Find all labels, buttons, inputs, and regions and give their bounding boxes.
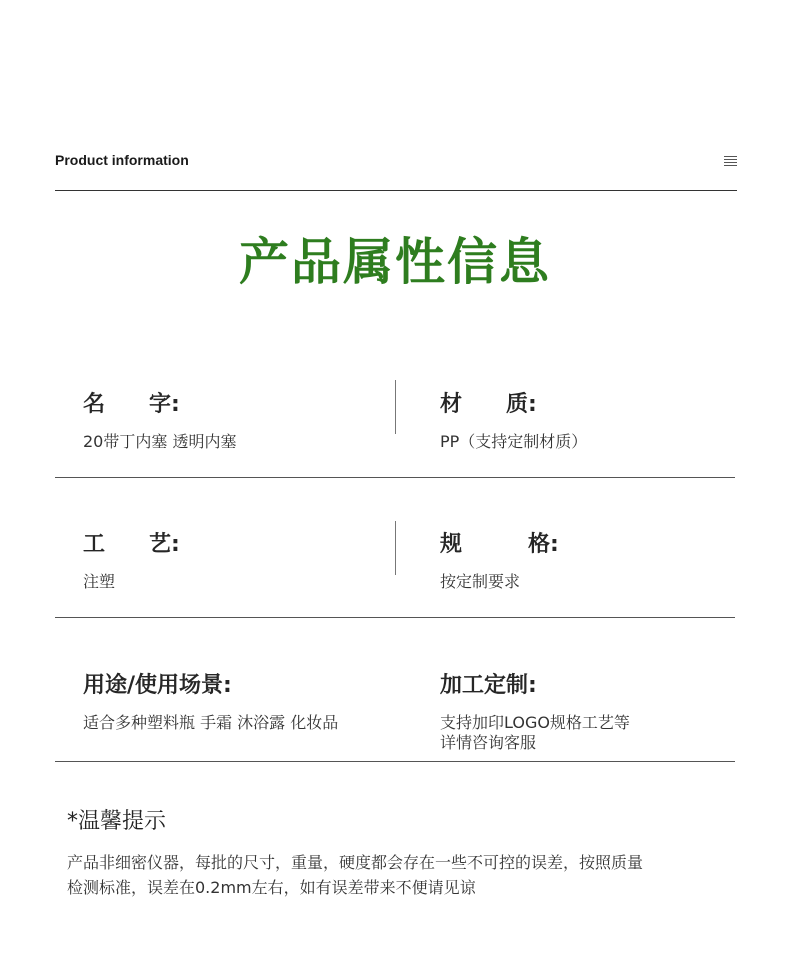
attr-process [83,527,180,592]
attr-process-value: 注塑 [83,572,116,591]
header-divider [55,190,737,191]
attr-usage [83,668,338,733]
row-3-rule [55,761,735,762]
row-1-rule [55,477,735,478]
attr-custom [440,668,630,753]
attr-material-value: PP（支持定制材质） [440,432,588,451]
note-title: *温馨提示 [67,809,167,834]
note-line-1: 产品非细密仪器，每批的尺寸，重量，硬度都会存在一些不可控的误差，按照质量 [67,853,644,872]
attr-usage-label: 用途/使用场景: [83,673,232,698]
attr-process-label: 工 艺: [83,532,180,557]
attr-name-value: 20带丁内塞 透明内塞 [83,432,237,451]
attr-name [83,387,236,452]
attr-spec-value: 按定制要求 [440,572,521,591]
attr-custom-value-line-1: 支持加印LOGO规格工艺等 [440,713,630,732]
attr-custom-value [440,713,630,753]
note-body [67,850,739,900]
menu-lines-icon [724,156,737,166]
attr-material-label: 材 质: [440,392,537,417]
attr-material [440,387,587,452]
attr-spec [440,527,559,592]
row-1-divider [395,380,396,434]
attr-name-label: 名 字: [83,392,180,417]
attr-usage-value: 适合多种塑料瓶 手霜 沐浴露 化妆品 [83,713,339,732]
attr-custom-value-line-2: 详情咨询客服 [440,733,537,752]
attr-custom-label: 加工定制: [440,673,537,698]
row-2-divider [395,521,396,575]
note-line-2: 检测标准，误差在0.2mm左右，如有误差带来不便请见谅 [67,878,476,897]
section-header [55,152,737,174]
row-2-rule [55,617,735,618]
attr-spec-label: 规 格: [440,532,559,557]
header-label: Product information [55,152,189,168]
page-title: 产品属性信息 [239,233,551,291]
